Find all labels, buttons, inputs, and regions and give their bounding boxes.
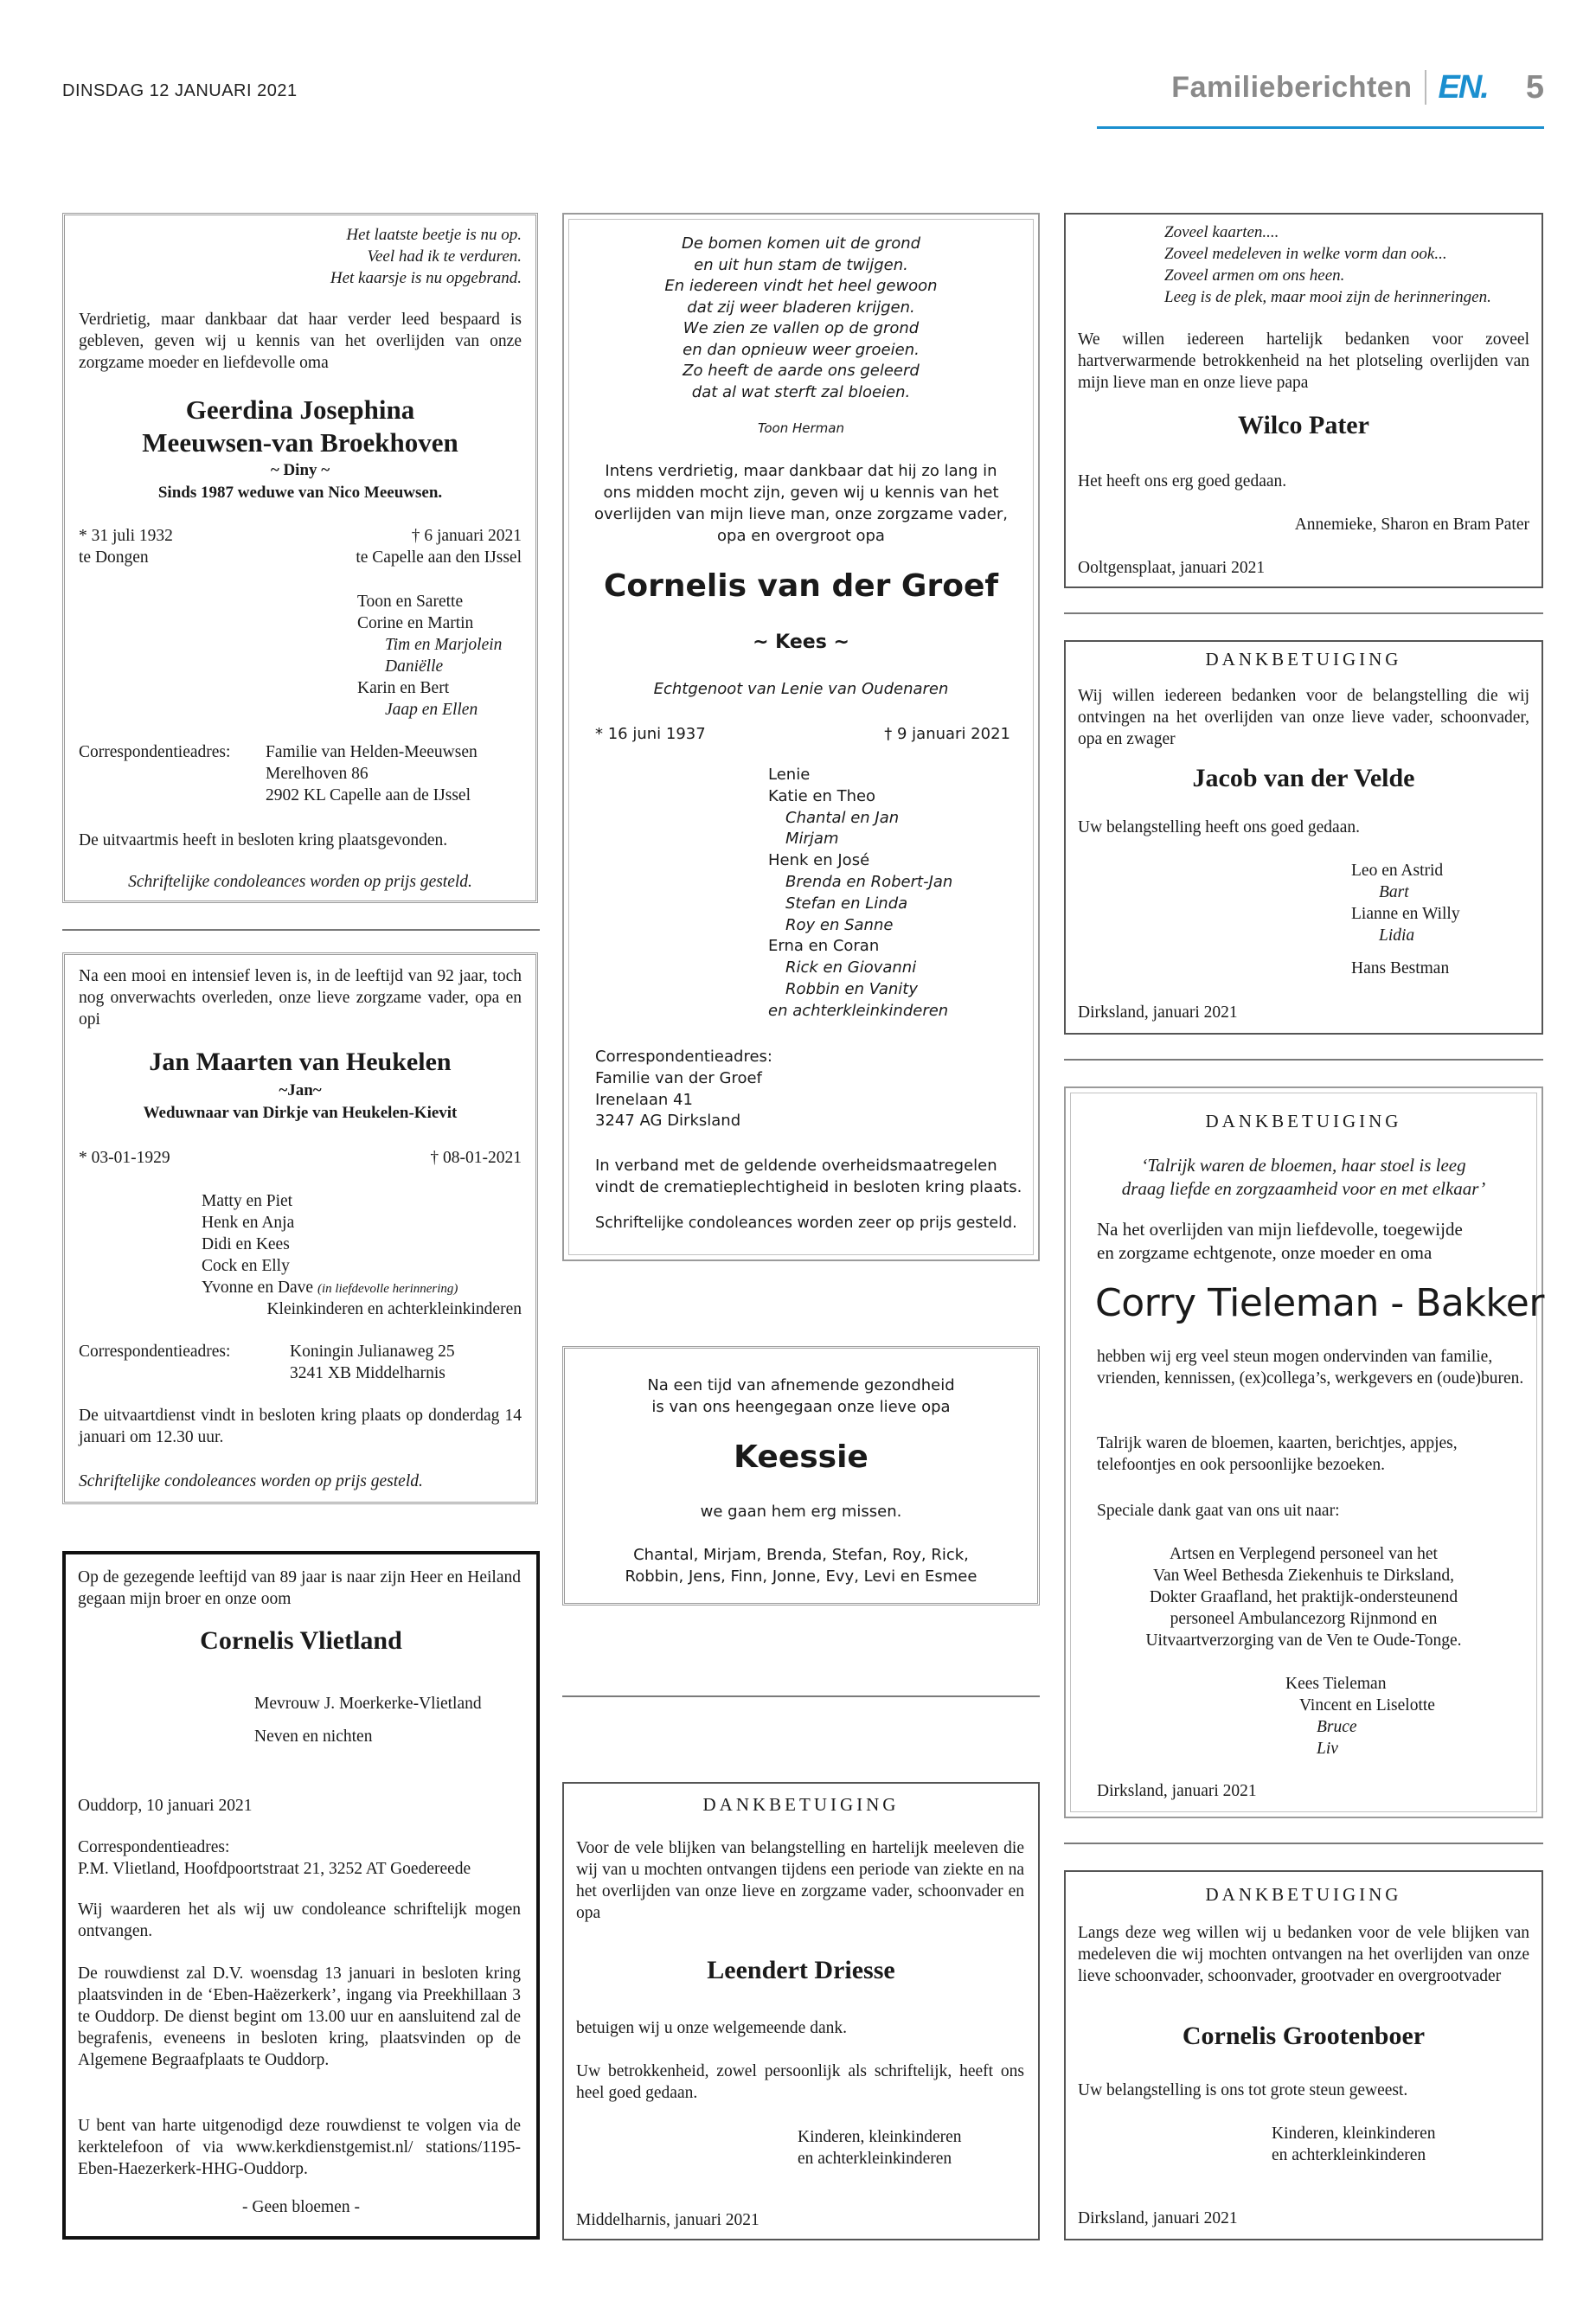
family-member: Rick en Giovanni [785,958,917,977]
family-member: Hans Bestman [1351,959,1450,977]
correspondence-label: Correspondentieadres: [78,1838,230,1856]
family-member: Henk en Anja [202,1214,295,1232]
place-date: Dirksland, januari 2021 [1078,1003,1238,1022]
correspondence-label: Correspondentieadres: [79,743,231,761]
poem-line: Het laatste beetje is nu op. [346,226,522,244]
column-divider [62,929,540,931]
deceased-name: Keessie [734,1439,869,1475]
intro-text: Na het overlijden van mijn liefdevolle, toegewijde en zorgzame echtgenote, onze moeder en oma [1097,1219,1463,1263]
family-list [1285,1673,1435,1759]
visits-note: Talrijk waren de bloemen, kaarten, berichtjes, appjes, telefoontjes en ook persoonlijke bezoeken. [1097,1434,1458,1474]
poem-line: dat al wat sterft zal bloeien. [691,382,911,401]
obituary-van-der-groef [562,213,1040,1261]
birth-date: * 03-01-1929 [79,1149,170,1167]
deceased-name: Corry Tieleman - Bakker [1095,1281,1544,1325]
poem [330,224,522,289]
family-member: Mirjam [785,830,839,849]
deceased-name: Leendert Driesse [707,1956,895,1984]
intro-text: Na een tijd van afnemende gezondheid is van ons heengegaan onze lieve opa [647,1376,955,1416]
family-member: Liv [1317,1740,1338,1758]
signed-by: Kinderen, kleinkinderen en achterkleinkinderen [1272,2125,1436,2164]
header-date: DINSDAG 12 JANUARI 2021 [62,81,298,100]
family-member: Tim en Marjolein [385,636,503,654]
deceased-name: Geerdina Josephina Meeuwsen-van Broekhoven [142,394,458,458]
service-note: De rouwdienst zal D.V. woensdag 13 januari in besloten kring plaatsvinden in de ‘Eben-Haëzerkerk’, ingang via Preekhillaan 3 te Ouddorp. De dienst begint om 13.00 uur en aansluitend zal de begrafenis, eveneens in besloten kring, plaatsvinden op de Algemene Begraafplaats te Ouddorp. [78,1965,521,2069]
page-number: 5 [1525,68,1544,106]
poem-line: en uit hun stam de twijgen. [694,255,908,274]
widow-note: Sinds 1987 weduwe van Nico Meeuwsen. [157,484,443,502]
family-member: Chantal en Jan [785,808,900,827]
acknowledgement-tieleman [1064,1086,1543,1818]
nickname: ~ Kees ~ [753,631,849,653]
intro-text: Na een mooi en intensief leven is, in de leeftijd van 92 jaar, toch nog onverwachts overleden, onze lieve zorgzame vader, opa en opi [79,967,522,1029]
poem [564,234,1038,403]
acknowledgement-pater [1064,213,1543,588]
intro-text: Op de gezegende leeftijd van 89 jaar is naar zijn Heer en Heiland gegaan mijn broer en onze oom [78,1568,521,1608]
family-member: Katie en Theo [768,786,876,805]
poem-line: en dan opnieuw weer groeien. [683,340,920,359]
deceased-name: Jan Maarten van Heukelen [149,1048,452,1076]
birth-date: * 31 juli 1932 [79,527,173,545]
family-member: Lenie [768,766,811,784]
service-note: De uitvaartdienst vindt in besloten kring plaats op donderdag 14 januari om 12.30 uur. [79,1407,522,1446]
nickname: ~Jan~ [279,1081,322,1099]
dankbetuiging-title: DANKBETUIGING [1205,1111,1402,1131]
intro-text: Verdrietig, maar dankbaar dat haar verder leed bespaard is gebleven, geven wij u kennis van het overlijden van onze zorgzame moeder en liefdevolle oma [79,311,522,372]
en-logo: EN. [1438,68,1488,106]
deceased-name: Cornelis Vlietland [200,1626,402,1655]
signed-by: Kinderen, kleinkinderen en achterkleinkinderen [798,2128,962,2168]
place-date: Ooltgensplaat, januari 2021 [1078,559,1266,577]
ceremony-note: In verband met de geldende overheidsmaatregelen vindt de crematieplechtigheid in besloten kring plaats. [595,1157,1022,1196]
deceased-name: Jacob van der Velde [1192,764,1415,792]
correspondence-address: Koningin Julianaweg 25 3241 XB Middelharnis [290,1343,455,1382]
poem-line: Leeg is de plek, maar mooi zijn de herinneringen. [1164,288,1491,306]
special-thanks-label: Speciale dank gaat van ons uit naar: [1097,1502,1340,1520]
family-member: Erna en Coran [768,937,880,956]
intro-text: Wij willen iedereen bedanken voor de belangstelling die wij ontvingen na het overlijden van onze lieve vader, schoonvader, opa en zwager [1078,687,1529,748]
family-member: Daniëlle [385,657,444,676]
livestream-note: U bent van harte uitgenodigd deze rouwdienst te volgen via de kerktelefoon of via www.kerkdienstgemist.nl/ stations/1195-Eben-Haezerkerk-HHG-Ouddorp. [78,2117,521,2178]
family-member: Bruce [1317,1718,1357,1736]
family-member: Neven en nichten [254,1727,373,1746]
family-member: Vincent en Liselotte [1299,1696,1435,1715]
family-member: Yvonne en Dave (in liefdevolle herinnering) [202,1279,458,1297]
family-member: Stefan en Linda [785,894,908,913]
family-member: Lianne en Willy [1351,905,1460,923]
poem-line: Zoveel kaarten.... [1164,223,1279,241]
family-member: Karin en Bert [357,679,450,697]
spouse-note: Echtgenoot van Lenie van Oudenaren [653,680,949,698]
place-date: Middelharnis, januari 2021 [576,2211,760,2229]
family-member: Henk en José [768,851,870,870]
section-title: Familieberichten [1171,70,1413,104]
family-member: Kees Tieleman [1285,1675,1387,1693]
no-flowers-note: - Geen bloemen - [242,2198,360,2216]
family-member: Didi en Kees [202,1235,290,1253]
obituary-geerdina [62,213,538,903]
intro-text: We willen iedereen hartelijk bedanken voor zoveel hartverwarmende betrokkenheid na het plotseling overlijden van mijn lieve man en onze lieve papa [1078,330,1529,392]
header-masthead [1171,66,1544,109]
poem [1164,221,1491,308]
ceremony-note: De uitvaartmis heeft in besloten kring plaatsgevonden. [79,831,448,849]
death-date: † 6 januari 2021 [411,527,522,545]
birth-date: * 16 juni 1937 [595,725,706,743]
special-thanks-list: Artsen en Verplegend personeel van het Van Weel Bethesda Ziekenhuis te Dirksland, Dokter Graafland, het praktijk-ondersteunend personeel Ambulancezorg Rijnmond en Uitvaartverzorging van de Ven te Oude-Tonge. [1145,1545,1462,1650]
correspondence-address: P.M. Vlietland, Hoofdpoortstraat 21, 3252 AT Goedereede [78,1860,471,1878]
thanks-note: Het heeft ons erg goed gedaan. [1078,472,1287,490]
family-member: Cock en Elly [202,1257,290,1275]
nickname: ~ Diny ~ [270,461,330,479]
family-list [202,1190,458,1300]
poem-line: Zoveel armen om ons heen. [1164,266,1345,285]
acknowledgement-van-der-velde [1064,640,1543,1035]
thanks-note: betuigen wij u onze welgemeende dank. [576,2019,847,2037]
place-date: Dirksland, januari 2021 [1078,2209,1238,2227]
family-member: Robbin en Vanity [785,979,919,998]
death-date: † 9 januari 2021 [884,725,1010,743]
intro-text: Langs deze weg willen wij u bedanken voor de vele blijken van medeleven die wij mochten ontvangen na het overlijden van onze lieve schoonvader, schoonvader, grootvader en overgrootvader [1078,1924,1529,1985]
poem-line: dat zij weer bladeren krijgen. [687,298,915,317]
family-member: Matty en Piet [202,1192,293,1210]
acknowledgement-driesse [562,1782,1040,2240]
quote: ‘Talrijk waren de bloemen, haar stoel is leeg draag liefde en zorgzaamheid voor en met elkaar’ [1121,1155,1486,1199]
correspondence-address: Familie van Helden-Meeuwsen Merelhoven 86 2902 KL Capelle aan de IJssel [266,743,478,804]
closing-note: Schriftelijke condoleances worden op prijs gesteld. [128,873,472,891]
intro-text: Voor de vele blijken van belangstelling en hartelijk meeleven die wij van u mochten ontvangen tijdens een periode van ziekte en na het overlijden van onze lieve en zorgzame vader, schoonvader en opa [576,1839,1024,1922]
deceased-name: Wilco Pater [1238,411,1369,439]
header-rule [1097,126,1544,129]
acknowledgement-grootenboer [1064,1870,1543,2240]
death-place: te Capelle aan den IJssel [356,548,522,567]
thanks-note: Uw belangstelling heeft ons goed gedaan. [1078,818,1360,836]
place-date: Ouddorp, 10 januari 2021 [78,1797,253,1815]
poem-line: We zien ze vallen op de grond [683,319,920,337]
family-member: Leo en Astrid [1351,862,1444,880]
missed-note: we gaan hem erg missen. [700,1503,902,1521]
poem-author: Toon Herman [758,420,844,436]
family-list [768,765,952,1022]
family-list [357,591,502,721]
place-date: Dirksland, januari 2021 [1097,1782,1257,1800]
support-note: Uw betrokkenheid, zowel persoonlijk als schriftelijk, heeft ons heel goed gedaan. [576,2062,1024,2102]
memory-note: (in liefdevolle herinnering) [317,1282,458,1296]
dankbetuiging-title: DANKBETUIGING [1205,1884,1402,1905]
closing-note: Schriftelijke condoleances worden op prijs gesteld. [79,1472,423,1490]
dankbetuiging-title: DANKBETUIGING [1205,649,1402,670]
widower-note: Weduwnaar van Dirkje van Heukelen-Kievit [143,1104,458,1122]
obituary-vlietland [62,1551,540,2240]
correspondence-address: Correspondentieadres: Familie van der Groef Irenelaan 41 3247 AG Dirksland [595,1048,772,1131]
family-member: Brenda en Robert-Jan [785,872,953,891]
poem-line: Zoveel medeleven in welke vorm dan ook... [1164,245,1447,263]
correspondence-label: Correspondentieadres: [79,1343,231,1361]
obituary-keessie [562,1346,1040,1606]
closing-note: Schriftelijke condoleances worden zeer op prijs gesteld. [595,1215,1017,1232]
column-divider [1064,612,1543,614]
family-member: Jaap en Ellen [385,701,478,719]
deceased-name: Cornelis van der Groef [603,568,999,604]
family-member: Bart [1379,883,1409,901]
grandchildren-list: Chantal, Mirjam, Brenda, Stefan, Roy, Rick, Robbin, Jens, Finn, Jonne, Evy, Levi en Esmee [625,1546,977,1586]
dankbetuiging-title: DANKBETUIGING [702,1794,900,1815]
deceased-name: Cornelis Grootenboer [1182,2022,1426,2050]
family-member: Roy en Sanne [785,915,894,934]
birth-place: te Dongen [79,548,149,567]
family-member: Mevrouw J. Moerkerke-Vlietland [254,1695,482,1713]
family-member: Lidia [1379,926,1415,945]
poem-line: Veel had ik te verduren. [367,247,522,266]
death-date: † 08-01-2021 [430,1149,522,1167]
poem-line: Het kaarsje is nu opgebrand. [330,269,522,287]
grandchildren: Kleinkinderen en achterkleinkinderen [266,1300,522,1318]
family-member: en achterkleinkinderen [768,1001,949,1020]
poem-line: En iedereen vindt het heel gewoon [664,277,938,295]
poem-line: De bomen komen uit de grond [681,234,921,253]
header-divider [1425,70,1426,105]
column-divider [562,1695,1040,1697]
obituary-jan-maarten [62,952,538,1504]
column-divider [1064,1843,1543,1844]
family-list [1351,860,1460,979]
poem-line: Zo heeft de aarde ons geleerd [683,362,920,380]
signed-by: Annemieke, Sharon en Bram Pater [1294,516,1529,534]
intro-text: Intens verdrietig, maar dankbaar dat hij zo lang in ons midden mocht zijn, geven wij u kennis van het overlijden van mijn lieve man, onze zorgzame vader, opa en overgroot opa [594,462,1008,545]
support-note: hebben wij erg veel steun mogen ondervinden van familie, vrienden, kennissen, (ex)collega’s, werkgevers en (oude)buren. [1097,1348,1524,1388]
condolence-note: Wij waarderen het als wij uw condoleance schriftelijk mogen ontvangen. [78,1900,521,1940]
family-member: Corine en Martin [357,614,474,632]
family-member: Toon en Sarette [357,593,464,611]
column-divider [1064,1059,1543,1061]
thanks-note: Uw belangstelling is ons tot grote steun geweest. [1078,2081,1408,2099]
